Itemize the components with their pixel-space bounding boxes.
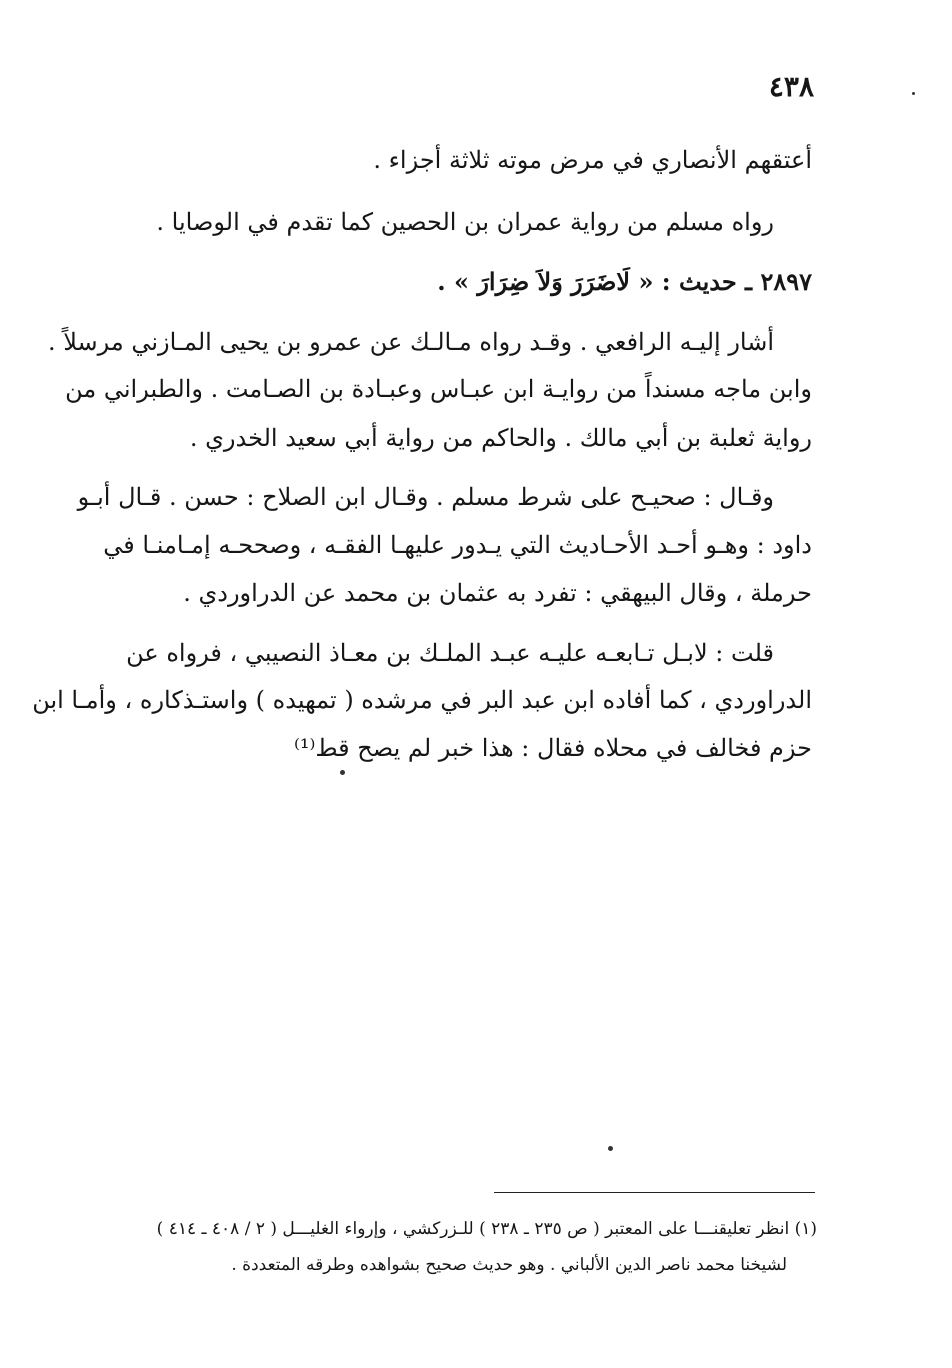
- footnote-line: لشيخنا محمد ناصر الدين الألباني . وهو حديث صحيح بشواهده وطرقه المتعددة .: [231, 1255, 787, 1275]
- hadith-heading: ٢٨٩٧ ـ حديث : « لَاضَرَرَ وَلاَ ضِرَارَ » .: [437, 267, 812, 296]
- text-line: حزم فخالف في محلاه فقال : هذا خبر لم يصح قط⁽¹⁾: [293, 734, 812, 762]
- text-line: أشار إليـه الرافعي . وقـد رواه مـالـك عن عمرو بن يحيى المـازني مرسلاً .: [47, 328, 774, 356]
- text-line: قلت : لابـل تـابعـه عليـه عبـد الملـك بن معـاذ النصيبي ، فرواه عن: [126, 639, 774, 667]
- text-line: الدراوردي ، كما أفاده ابن عبد البر في مرشده ( تمهيده ) واستـذكاره ، وأمـا ابن: [32, 686, 812, 714]
- text-line: أعتقهم الأنصاري في مرض موته ثلاثة أجزاء .: [373, 146, 812, 174]
- footnote-rule: [494, 1192, 815, 1193]
- text-line: رواه مسلم من رواية عمران بن الحصين كما تقدم في الوصايا .: [156, 208, 774, 236]
- print-speck: [608, 1146, 613, 1151]
- text-line: حرملة ، وقال البيهقي : تفرد به عثمان بن محمد عن الدراوردي .: [183, 579, 812, 607]
- text-line: وقـال : صحيـح على شرط مسلم . وقـال ابن الصلاح : حسن . قـال أبـو: [77, 483, 774, 511]
- page-number: ٤٣٨: [768, 70, 814, 103]
- text-line: داود : وهـو أحـد الأحـاديث التي يـدور عليهـا الفقـه ، وصححـه إمـامنـا في: [103, 531, 812, 559]
- text-line: وابن ماجه مسنداً من روايـة ابن عبـاس وعبـادة بن الصـامت . والطبراني من: [65, 375, 812, 403]
- footnote-line: (١) انظر تعليقنـــا على المعتبر ( ص ٢٣٥ ـ ٢٣٨ ) للـزركشي ، وإرواء الغليـــل ( ٢ / ٤٠٨ ـ ٤١٤ ): [156, 1219, 817, 1239]
- text-line: رواية ثعلبة بن أبي مالك . والحاكم من رواية أبي سعيد الخدري .: [189, 424, 812, 452]
- print-speck: [912, 92, 915, 95]
- print-speck: [340, 770, 345, 775]
